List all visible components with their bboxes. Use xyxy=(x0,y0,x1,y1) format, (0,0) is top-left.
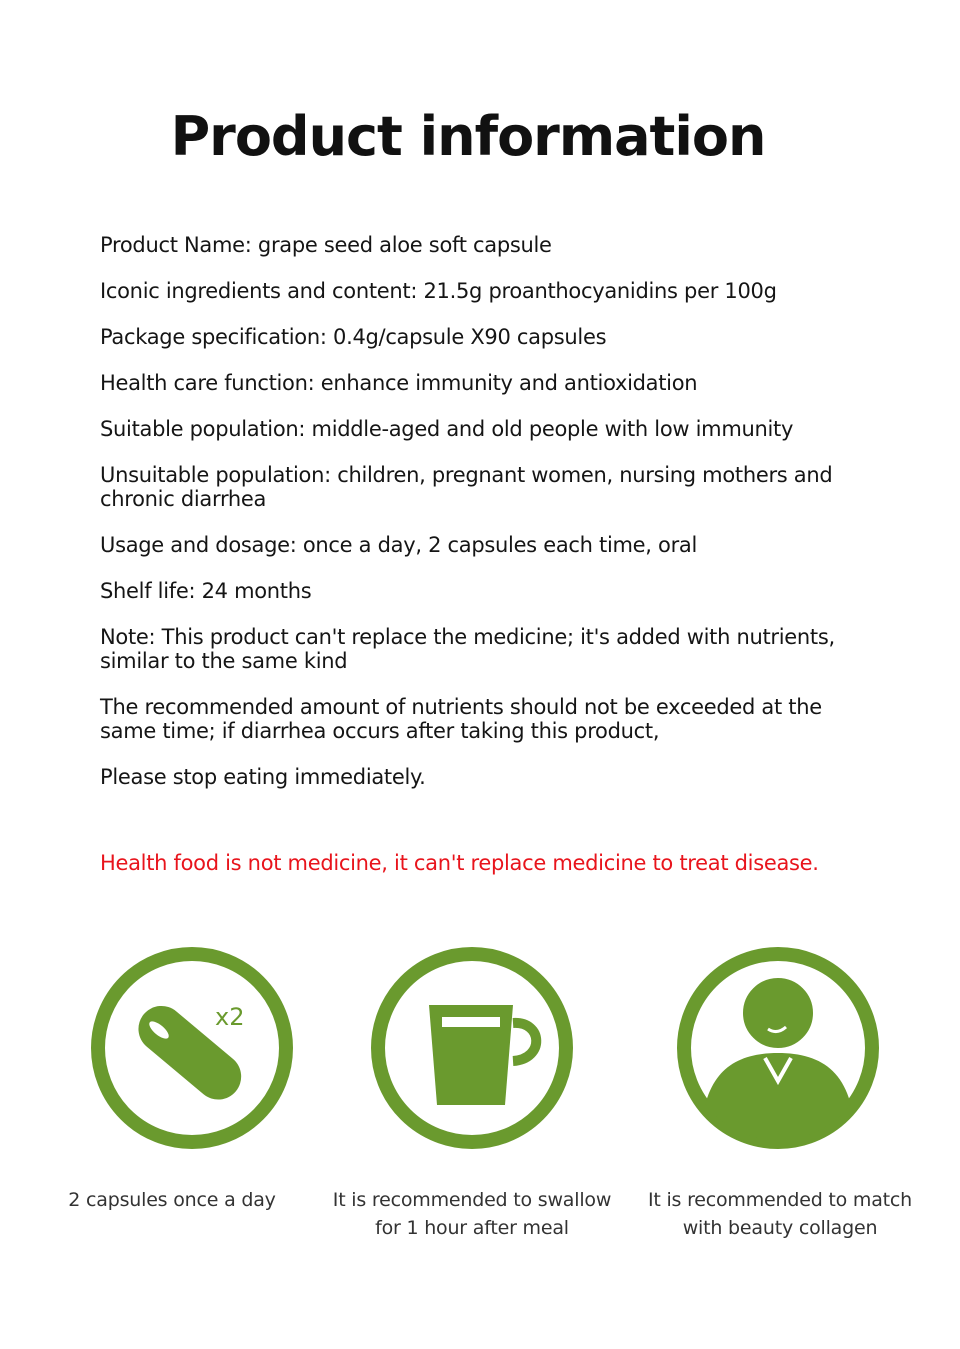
info-unsuitable-line-1: Unsuitable population: children, pregnant women, nursing mothers and xyxy=(100,463,833,487)
info-package: Package specification: 0.4g/capsule X90 capsules xyxy=(100,325,607,349)
info-note xyxy=(100,625,860,673)
product-info-list xyxy=(100,233,860,811)
person-caption-line-1: It is recommended to match xyxy=(647,1189,913,1211)
person-caption-line-2: with beauty collagen xyxy=(682,1217,878,1239)
info-note-line-2: similar to the same kind xyxy=(100,649,348,673)
cup-card xyxy=(322,943,622,1263)
info-function: Health care function: enhance immunity and antioxidation xyxy=(100,371,698,395)
capsule-icon xyxy=(87,943,297,1153)
info-unsuitable-line-2: chronic diarrhea xyxy=(100,487,267,511)
info-stop: Please stop eating immediately. xyxy=(100,765,426,789)
person-caption xyxy=(630,1186,930,1242)
capsule-caption xyxy=(22,1186,322,1214)
page-title: Product information xyxy=(170,105,766,168)
info-usage: Usage and dosage: once a day, 2 capsules each time, oral xyxy=(100,533,697,557)
capsule-caption-line-1: 2 capsules once a day xyxy=(68,1189,276,1211)
info-note-line-1: Note: This product can't replace the medicine; it's added with nutrients, xyxy=(100,625,835,649)
cup-caption-line-1: It is recommended to swallow xyxy=(332,1189,612,1211)
info-shelf-life: Shelf life: 24 months xyxy=(100,579,312,603)
cup-caption xyxy=(322,1186,622,1242)
capsule-badge: x2 xyxy=(215,1003,245,1031)
info-product-name: Product Name: grape seed aloe soft capsule xyxy=(100,233,552,257)
cup-icon xyxy=(367,943,577,1153)
info-ingredients: Iconic ingredients and content: 21.5g proanthocyanidins per 100g xyxy=(100,279,777,303)
capsule-card xyxy=(42,943,342,1263)
info-recommendation-line-2: same time; if diarrhea occurs after taking this product, xyxy=(100,719,660,743)
info-unsuitable xyxy=(100,463,860,511)
cup-caption-line-2: for 1 hour after meal xyxy=(375,1217,569,1239)
info-suitable: Suitable population: middle-aged and old people with low immunity xyxy=(100,417,794,441)
warning-text: Health food is not medicine, it can't replace medicine to treat disease. xyxy=(100,851,819,875)
person-card xyxy=(630,943,930,1263)
person-icon xyxy=(673,943,883,1153)
info-recommendation-line-1: The recommended amount of nutrients should not be exceeded at the xyxy=(100,695,822,719)
info-recommendation xyxy=(100,695,860,743)
